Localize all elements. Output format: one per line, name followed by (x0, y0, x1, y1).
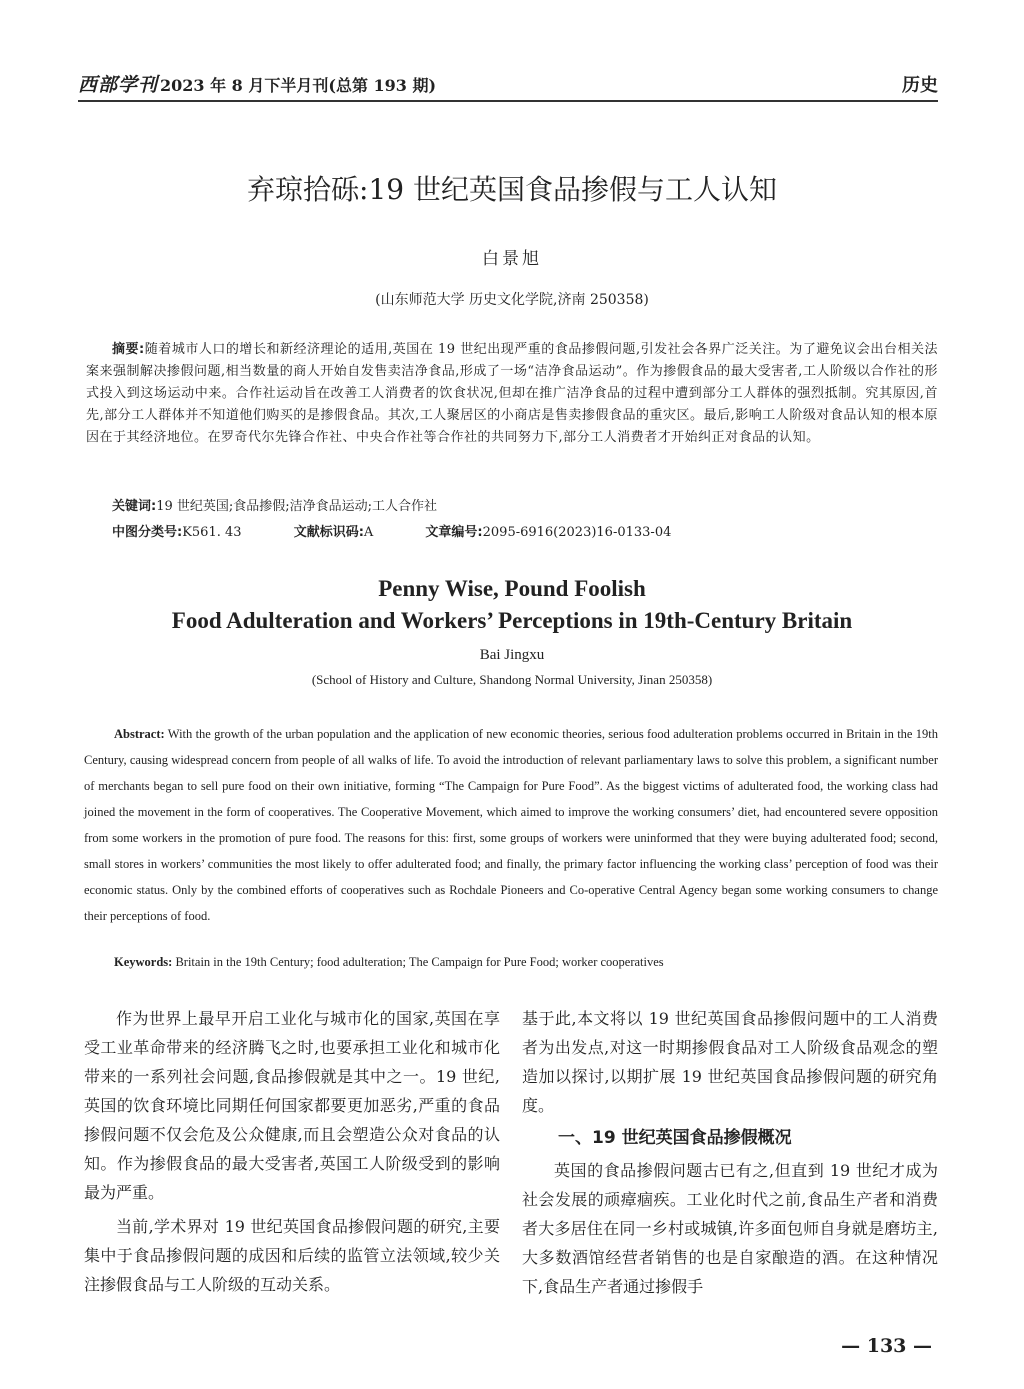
keywords-en-text: Britain in the 19th Century; food adulteration; The Campaign for Pure Food; worker cooperatives (175, 955, 664, 969)
author-cn: 白景旭 (482, 249, 542, 269)
keywords-cn-label: 关键词: (112, 499, 157, 514)
body-paragraph: 基于此,本文将以 19 世纪英国食品掺假问题中的工人消费者为出发点,对这一时期掺假食品对工人阶级食品观念的塑造加以探讨,以期扩展 19 世纪英国食品掺假问题的研究角度。 (522, 1009, 938, 1115)
keywords-en-label: Keywords: (114, 955, 173, 969)
clc-value: K561. 43 (182, 525, 242, 540)
abstract-cn-text: 随着城市人口的增长和新经济理论的适用,英国在 19 世纪出现严重的食品掺假问题,引发社会各界广泛关注。为了避免议会出台相关法案来强制解决掺假问题,相当数量的商人开始自发售卖洁净食品,形成了一场“洁净食品运动”。作为掺假食品的最大受害者,工人阶级以合作社的形式投入到这场运动中来。合作社运动旨在改善工人消费者的饮食状况,但却在推广洁净食品的过程中遭到部分工人群体的强烈抵制。究其原因,首先,部分工人群体并不知道他们购买的是掺假食品。其次,工人聚居区的小商店是售卖掺假食品的重灾区。最后,影响工人阶级对食品认知的根本原因在于其经济地位。在罗奇代尔先锋合作社、中央合作社等合作社的共同努力下,部分工人消费者才开始纠正对食品的认知。 (86, 342, 938, 445)
title-cn: 弃琼拾砾:19 世纪英国食品掺假与工人认知 (247, 173, 777, 206)
journal-logo: 西部学刊 (78, 74, 159, 96)
page-header (78, 70, 938, 102)
doc-code-label: 文献标识码: (293, 525, 364, 540)
page-number: — 133 — (841, 1335, 932, 1357)
abstract-en-label: Abstract: (114, 727, 165, 741)
affiliation-en: (School of History and Culture, Shandong Normal University, Jinan 250358) (311, 672, 713, 687)
section-label: 历史 (902, 75, 938, 96)
author-en: Bai Jingxu (479, 647, 545, 663)
abstract-cn (86, 339, 938, 449)
article-number-label: 文章编号: (425, 525, 483, 540)
body-paragraph: 作为世界上最早开启工业化与城市化的国家,英国在享受工业革命带来的经济腾飞之时,也要承担工业化和城市化带来的一系列社会问题,食品掺假就是其中之一。19 世纪,英国的饮食环境比同期任何国家都要更加恶劣,严重的食品掺假问题不仅会危及公众健康,而且会塑造公众对食品的认知。作为掺假食品的最大受害者,英国工人阶级受到的影响最为严重。 (84, 1009, 500, 1202)
abstract-en (84, 721, 938, 929)
body-paragraph: 当前,学术界对 19 世纪英国食品掺假问题的研究,主要集中于食品掺假问题的成因和后续的监管立法领域,较少关注掺假食品与工人阶级的互动关系。 (84, 1217, 500, 1294)
doc-code-value: A (363, 525, 374, 540)
body-column-right (522, 1004, 938, 1306)
keywords-cn-text: 19 世纪英国;食品掺假;洁净食品运动;工人合作社 (156, 499, 438, 514)
keywords-en (114, 955, 664, 970)
abstract-en-text: With the growth of the urban population and the application of new economic theories, serious food adulteration problems occurred in Britain in the 19th Century, causing widespread concern from people of all walks of life. To avoid the introduction of relevant parliamentary laws to solve this problem, a significant number of merchants began to sell pure food on their own initiative, forming “The Campaign for Pure Food”. As the biggest victims of adulterated food, the working class had joined the movement in the form of cooperatives. The Cooperative Movement, which aimed to improve the working consumers’ diet, had encountered severe opposition from some workers in the promotion of pure food. The reasons for this: first, some groups of workers were uninformed that they were buying adulterated food; second, small stores in workers’ communities the most likely to offer adulterated food; and finally, the primary factor influencing the working class’ perception of food was their economic status. Only by the combined efforts of cooperatives such as Rochdale Pioneers and Co-operative Central Agency began some working consumers to change their perceptions of food. (84, 727, 938, 923)
classification-row (112, 521, 719, 540)
journal-issue: 2023 年 8 月下半月刊(总第 193 期) (160, 76, 437, 95)
section-heading: 一、19 世纪英国食品掺假概况 (558, 1128, 792, 1148)
affiliation-cn: (山东师范大学 历史文化学院,济南 250358) (375, 292, 649, 308)
abstract-cn-label: 摘要: (112, 342, 145, 357)
article-number-value: 2095-6916(2023)16-0133-04 (482, 525, 672, 540)
body-column-left (84, 1004, 500, 1304)
title-en-line1: Penny Wise, Pound Foolish (378, 576, 646, 601)
body-paragraph: 英国的食品掺假问题古已有之,但直到 19 世纪才成为社会发展的顽瘴痼疾。工业化时代之前,食品生产者和消费者大多居住在同一乡村或城镇,许多面包师自身就是磨坊主,大多数酒馆经营者销售的也是自家酿造的酒。在这种情况下,食品生产者通过掺假手 (522, 1161, 938, 1296)
clc-label: 中图分类号: (112, 525, 183, 540)
title-en-line2: Food Adulteration and Workers’ Perceptions in 19th-Century Britain (171, 608, 853, 633)
keywords-cn (112, 495, 437, 514)
